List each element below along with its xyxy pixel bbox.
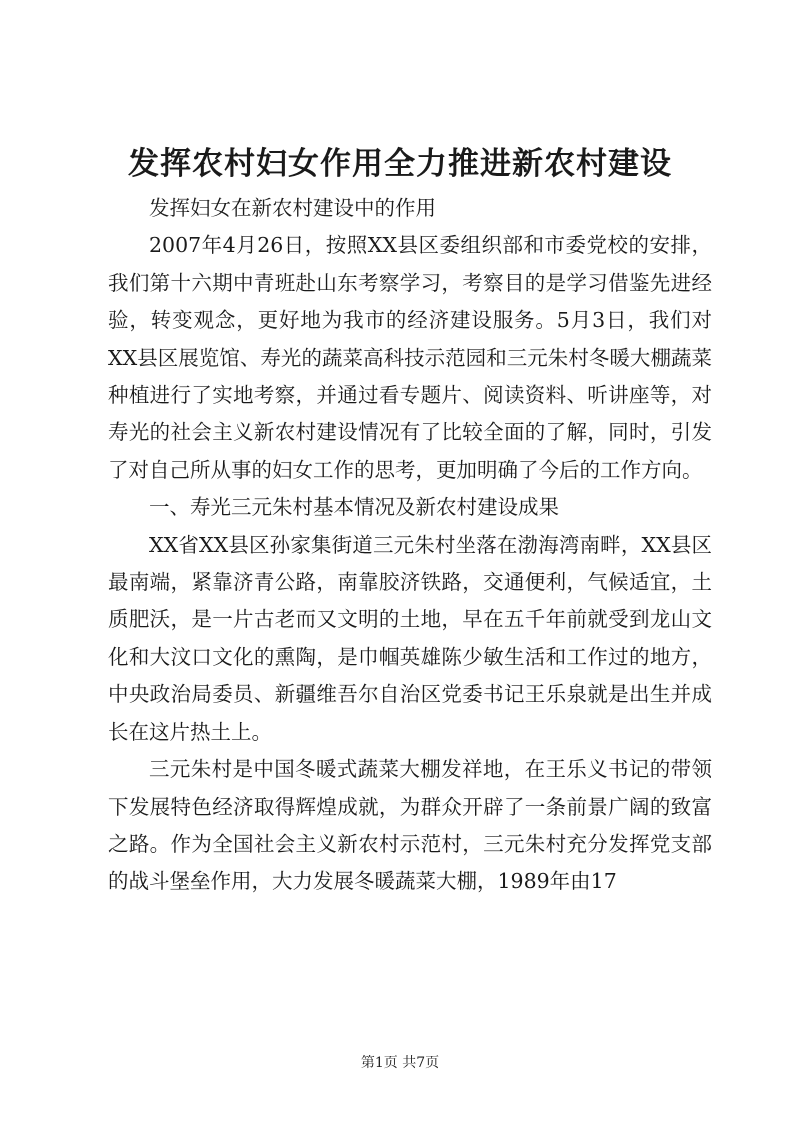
page-number: 第1页 共7页 (360, 1055, 440, 1071)
body-paragraph: 2007年4月26日，按照XX县区委组织部和市委党校的安排，我们第十六期中青班赴山东考察学习，考察目的是学习借鉴先进经验，转变观念，更好地为我市的经济建设服务。5月3日，我们对XX县区展览馆、寿光的蔬菜高科技示范园和三元朱村冬暖大棚蔬菜种植进行了实地考察，并通过看专题片、阅读资料、听讲座等，对寿光的社会主义新农村建设情况有了比较全面的了解，同时，引发了对自己所从事的妇女工作的思考，更加明确了今后的工作方向。 (108, 233, 712, 482)
subtitle-paragraph: 发挥妇女在新农村建设中的作用 (149, 196, 436, 220)
body-paragraph: 三元朱村是中国冬暖式蔬菜大棚发祥地，在王乐义书记的带领下发展特色经济取得辉煌成就，为群众开辟了一条前景广阔的致富之路。作为全国社会主义新农村示范村，三元朱村充分发挥党支部的战斗堡垒作用，大力发展冬暖蔬菜大棚，1989年由17 (108, 757, 712, 894)
body-paragraph: XX省XX县区孙家集街道三元朱村坐落在渤海湾南畔，XX县区最南端，紧靠济青公路，南靠胶济铁路，交通便利，气候适宜，土质肥沃，是一片古老而又文明的土地，早在五千年前就受到龙山文化和大汶口文化的熏陶，是巾帼英雄陈少敏生活和工作过的地方，中央政治局委员、新疆维吾尔自治区党委书记王乐泉就是出生并成长在这片热土上。 (108, 532, 712, 744)
section-heading: 一、寿光三元朱村基本情况及新农村建设成果 (149, 495, 559, 520)
document-body (108, 190, 712, 901)
document-title: 发挥农村妇女作用全力推进新农村建设 (128, 146, 672, 182)
